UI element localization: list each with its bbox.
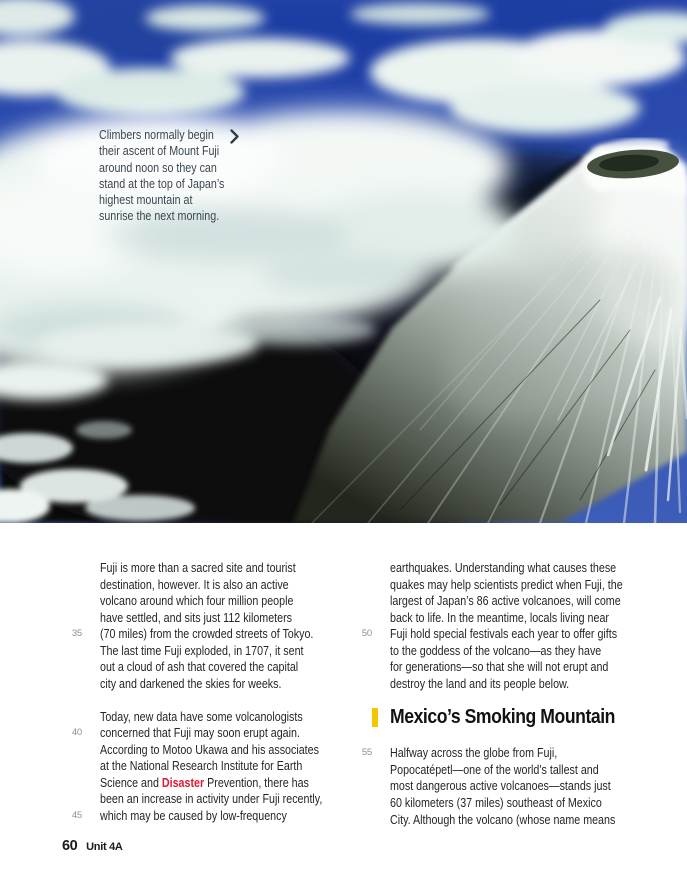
photo-caption-line: their ascent of Mount Fuji <box>99 144 220 159</box>
body-text-line: largest of Japan’s 86 active volcanoes, will come <box>390 594 621 609</box>
text-line-row <box>352 778 684 795</box>
left-column <box>62 560 354 825</box>
text-line-row <box>62 808 354 825</box>
text-line-row <box>62 593 354 610</box>
body-text-line: volcano around which four million people <box>100 594 294 609</box>
body-text-line: most dangerous active volcanoes—stands just <box>390 779 611 794</box>
text-line-row <box>352 560 684 577</box>
text-line-row <box>352 762 684 779</box>
line-number: 35 <box>71 628 82 640</box>
body-text-line: Science and Disaster Prevention, there has <box>100 775 309 790</box>
body-text-line: 60 kilometers (37 miles) southeast of Mexico <box>390 796 602 811</box>
text-line-row <box>62 742 354 759</box>
text-line-row <box>352 577 684 594</box>
photo-caption <box>99 127 289 225</box>
text-line-row <box>62 791 354 808</box>
body-text-line: Halfway across the globe from Fuji, <box>390 746 558 761</box>
photo-caption-line: Climbers normally begin <box>99 128 214 142</box>
text-line-row <box>352 643 684 660</box>
body-text-line: Popocatépetl—one of the world’s tallest and <box>390 762 599 777</box>
text-line-row <box>62 560 354 577</box>
body-text-line: Fuji hold special festivals each year to offer gifts <box>390 627 618 642</box>
body-text-line: Fuji is more than a sacred site and tourist <box>100 561 296 575</box>
body-text-line: back to life. In the meantime, locals living near <box>390 610 609 625</box>
text-line-row <box>352 593 684 610</box>
body-text-line: According to Motoo Ukawa and his associates <box>100 742 319 757</box>
text-line-row <box>62 775 354 792</box>
body-text-line: concerned that Fuji may soon erupt again. <box>100 726 300 741</box>
highlighted-term: Disaster <box>161 775 205 790</box>
body-text-line: City. Although the volcano (whose name means <box>390 812 616 827</box>
text-line-row <box>62 676 354 693</box>
text-line-row <box>352 745 684 762</box>
chevron-right-icon <box>230 129 240 144</box>
paragraph-gap <box>62 692 354 708</box>
line-number: 50 <box>361 628 372 640</box>
text-line-row <box>62 725 354 742</box>
photo-caption-line: around noon so they can <box>99 160 217 175</box>
page-footer <box>62 838 123 854</box>
right-column <box>352 560 684 828</box>
photo-caption-line: stand at the top of Japan’s <box>99 176 225 191</box>
body-text-line: Today, new data have some volcanologists <box>100 709 303 724</box>
body-text-line: for generations—so that she will not erupt and <box>390 660 609 675</box>
body-text-line: (70 miles) from the crowded streets of Tokyo. <box>100 627 314 642</box>
photo-caption-line: highest mountain at <box>99 193 193 208</box>
section-heading <box>352 706 684 729</box>
text-line-row <box>62 626 354 643</box>
body-text-line: at the National Research Institute for Earth <box>100 759 303 774</box>
body-text-line: destroy the land and its people below. <box>390 676 570 691</box>
text-line-row <box>352 676 684 693</box>
body-text-line: earthquakes. Understanding what causes these <box>390 561 617 575</box>
heading-accent-bar <box>372 708 378 727</box>
text-line-row <box>352 626 684 643</box>
text-line-row <box>62 610 354 627</box>
text-line-row <box>352 610 684 627</box>
body-text-line: to the goddess of the volcano—as they have <box>390 643 602 658</box>
text-line-row <box>62 577 354 594</box>
body-text-line: quakes may help scientists predict when Fuji, the <box>390 577 623 592</box>
line-number: 55 <box>361 747 372 759</box>
section-heading-text: Mexico’s Smoking Mountain <box>390 706 616 729</box>
text-line-row <box>62 659 354 676</box>
body-text-line: which may be caused by low-frequency <box>100 808 287 823</box>
text-line-row <box>352 659 684 676</box>
text-line-row <box>352 812 684 829</box>
body-text-line: out a cloud of ash that covered the capital <box>100 660 299 675</box>
text-line-row <box>62 643 354 660</box>
text-line-row <box>62 709 354 726</box>
text-line-row <box>62 758 354 775</box>
body-text-line: destination, however. It is also an active <box>100 577 289 592</box>
body-text-line: have settled, and sits just 112 kilometers <box>100 610 292 625</box>
body-text-line: been an increase in activity under Fuji recently, <box>100 792 323 807</box>
photo-caption-line: sunrise the next morning. <box>99 209 220 224</box>
line-number: 40 <box>71 727 82 739</box>
unit-label: Unit 4A <box>86 841 123 853</box>
body-text-line: city and darkened the skies for weeks. <box>100 676 282 691</box>
page-number: 60 <box>62 838 78 854</box>
text-line-row <box>352 795 684 812</box>
line-number: 45 <box>71 809 82 821</box>
body-text-line: The last time Fuji exploded, in 1707, it sent <box>100 643 304 658</box>
